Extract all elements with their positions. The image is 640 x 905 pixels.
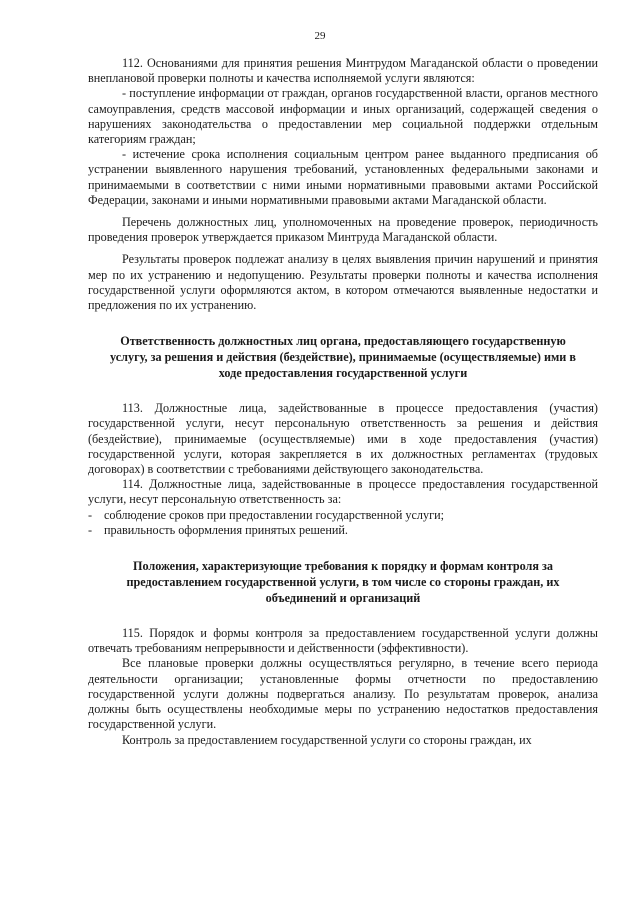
paragraph-112-item-1: - поступление информации от граждан, органов государственной власти, органов местного самоуправления, средств массовой информации и иных организаций, содержащей сведения о нарушениях законодательства о предоставлении мер социальной поддержки отдельным категориям граждан; bbox=[88, 86, 598, 147]
section-heading-responsibility: Ответственность должностных лиц органа, предоставляющего государственную услугу, за решения и действия (бездействие), принимаемые (осуществляемые) ими в ходе предоставления государственной услуги bbox=[110, 334, 576, 381]
paragraph-114-item-2 bbox=[88, 523, 598, 538]
document-body bbox=[88, 56, 598, 748]
paragraph-114-item-1-text: соблюдение сроков при предоставлении государственной услуги; bbox=[104, 507, 445, 522]
paragraph-114-item-1 bbox=[88, 508, 598, 523]
page-number: 29 bbox=[314, 30, 326, 42]
paragraph-113: 113. Должностные лица, задействованные в процессе предоставления (участия) государственной услуги, несут персональную ответственность за решения и действия (бездействие), принимаемые (осуществляемые) ими в ходе предоставления (участия) государственной услуги, которая закрепляется в их должностных регламентах (трудовых договорах) в соответствии с требованиями действующего законодательства. bbox=[88, 401, 598, 477]
dash-mark: - bbox=[88, 507, 93, 522]
paragraph-114-item-2-text: правильность оформления принятых решений. bbox=[104, 522, 348, 537]
dash-mark: - bbox=[88, 522, 93, 537]
paragraph-112-inspectors: Перечень должностных лиц, уполномоченных на проведение проверок, периодичность проведения проверок утверждается приказом Минтруда Магаданской области. bbox=[88, 215, 598, 245]
paragraph-114-intro: 114. Должностные лица, задействованные в процессе предоставления государственной услуги, несут персональную ответственность за: bbox=[88, 477, 598, 507]
paragraph-115-planned: Все плановые проверки должны осуществляться регулярно, в течение всего периода деятельности организации; установленные формы отчетности по предоставлению государственной услуги должны подвергаться анализу. По результатам проверок, анализа должны быть осуществлены необходимые меры по устранению недостатков предоставления государственной услуги. bbox=[88, 656, 598, 732]
paragraph-115-intro: 115. Порядок и формы контроля за предоставлением государственной услуги должны отвечать требованиям непрерывности и действенности (эффективности). bbox=[88, 626, 598, 656]
section-heading-control: Положения, характеризующие требования к порядку и формам контроля за предоставлением государственной услуги, в том числе со стороны граждан, их объединений и организаций bbox=[126, 559, 560, 606]
paragraph-112-item-2: - истечение срока исполнения социальным центром ранее выданного предписания об устранении выявленного нарушения требований, установленных федеральными законами и принимаемыми в соответствии с ними иными нормативными правовыми актами Российской Федерации, законами и иными нормативными правовыми актами Магаданской области. bbox=[88, 147, 598, 207]
paragraph-112-results: Результаты проверок подлежат анализу в целях выявления причин нарушений и принятия мер по их устранению и недопущению. Результаты проверки полноты и качества исполнения государственной услуги оформляются актом, в котором отмечаются выявленные недостатки и предложения по их устранению. bbox=[88, 252, 598, 313]
paragraph-112-intro: 112. Основаниями для принятия решения Минтрудом Магаданской области о проведении внеплановой проверки полноты и качества исполняемой услуги являются: bbox=[88, 56, 598, 86]
paragraph-115-control: Контроль за предоставлением государственной услуги со стороны граждан, их bbox=[122, 732, 532, 747]
